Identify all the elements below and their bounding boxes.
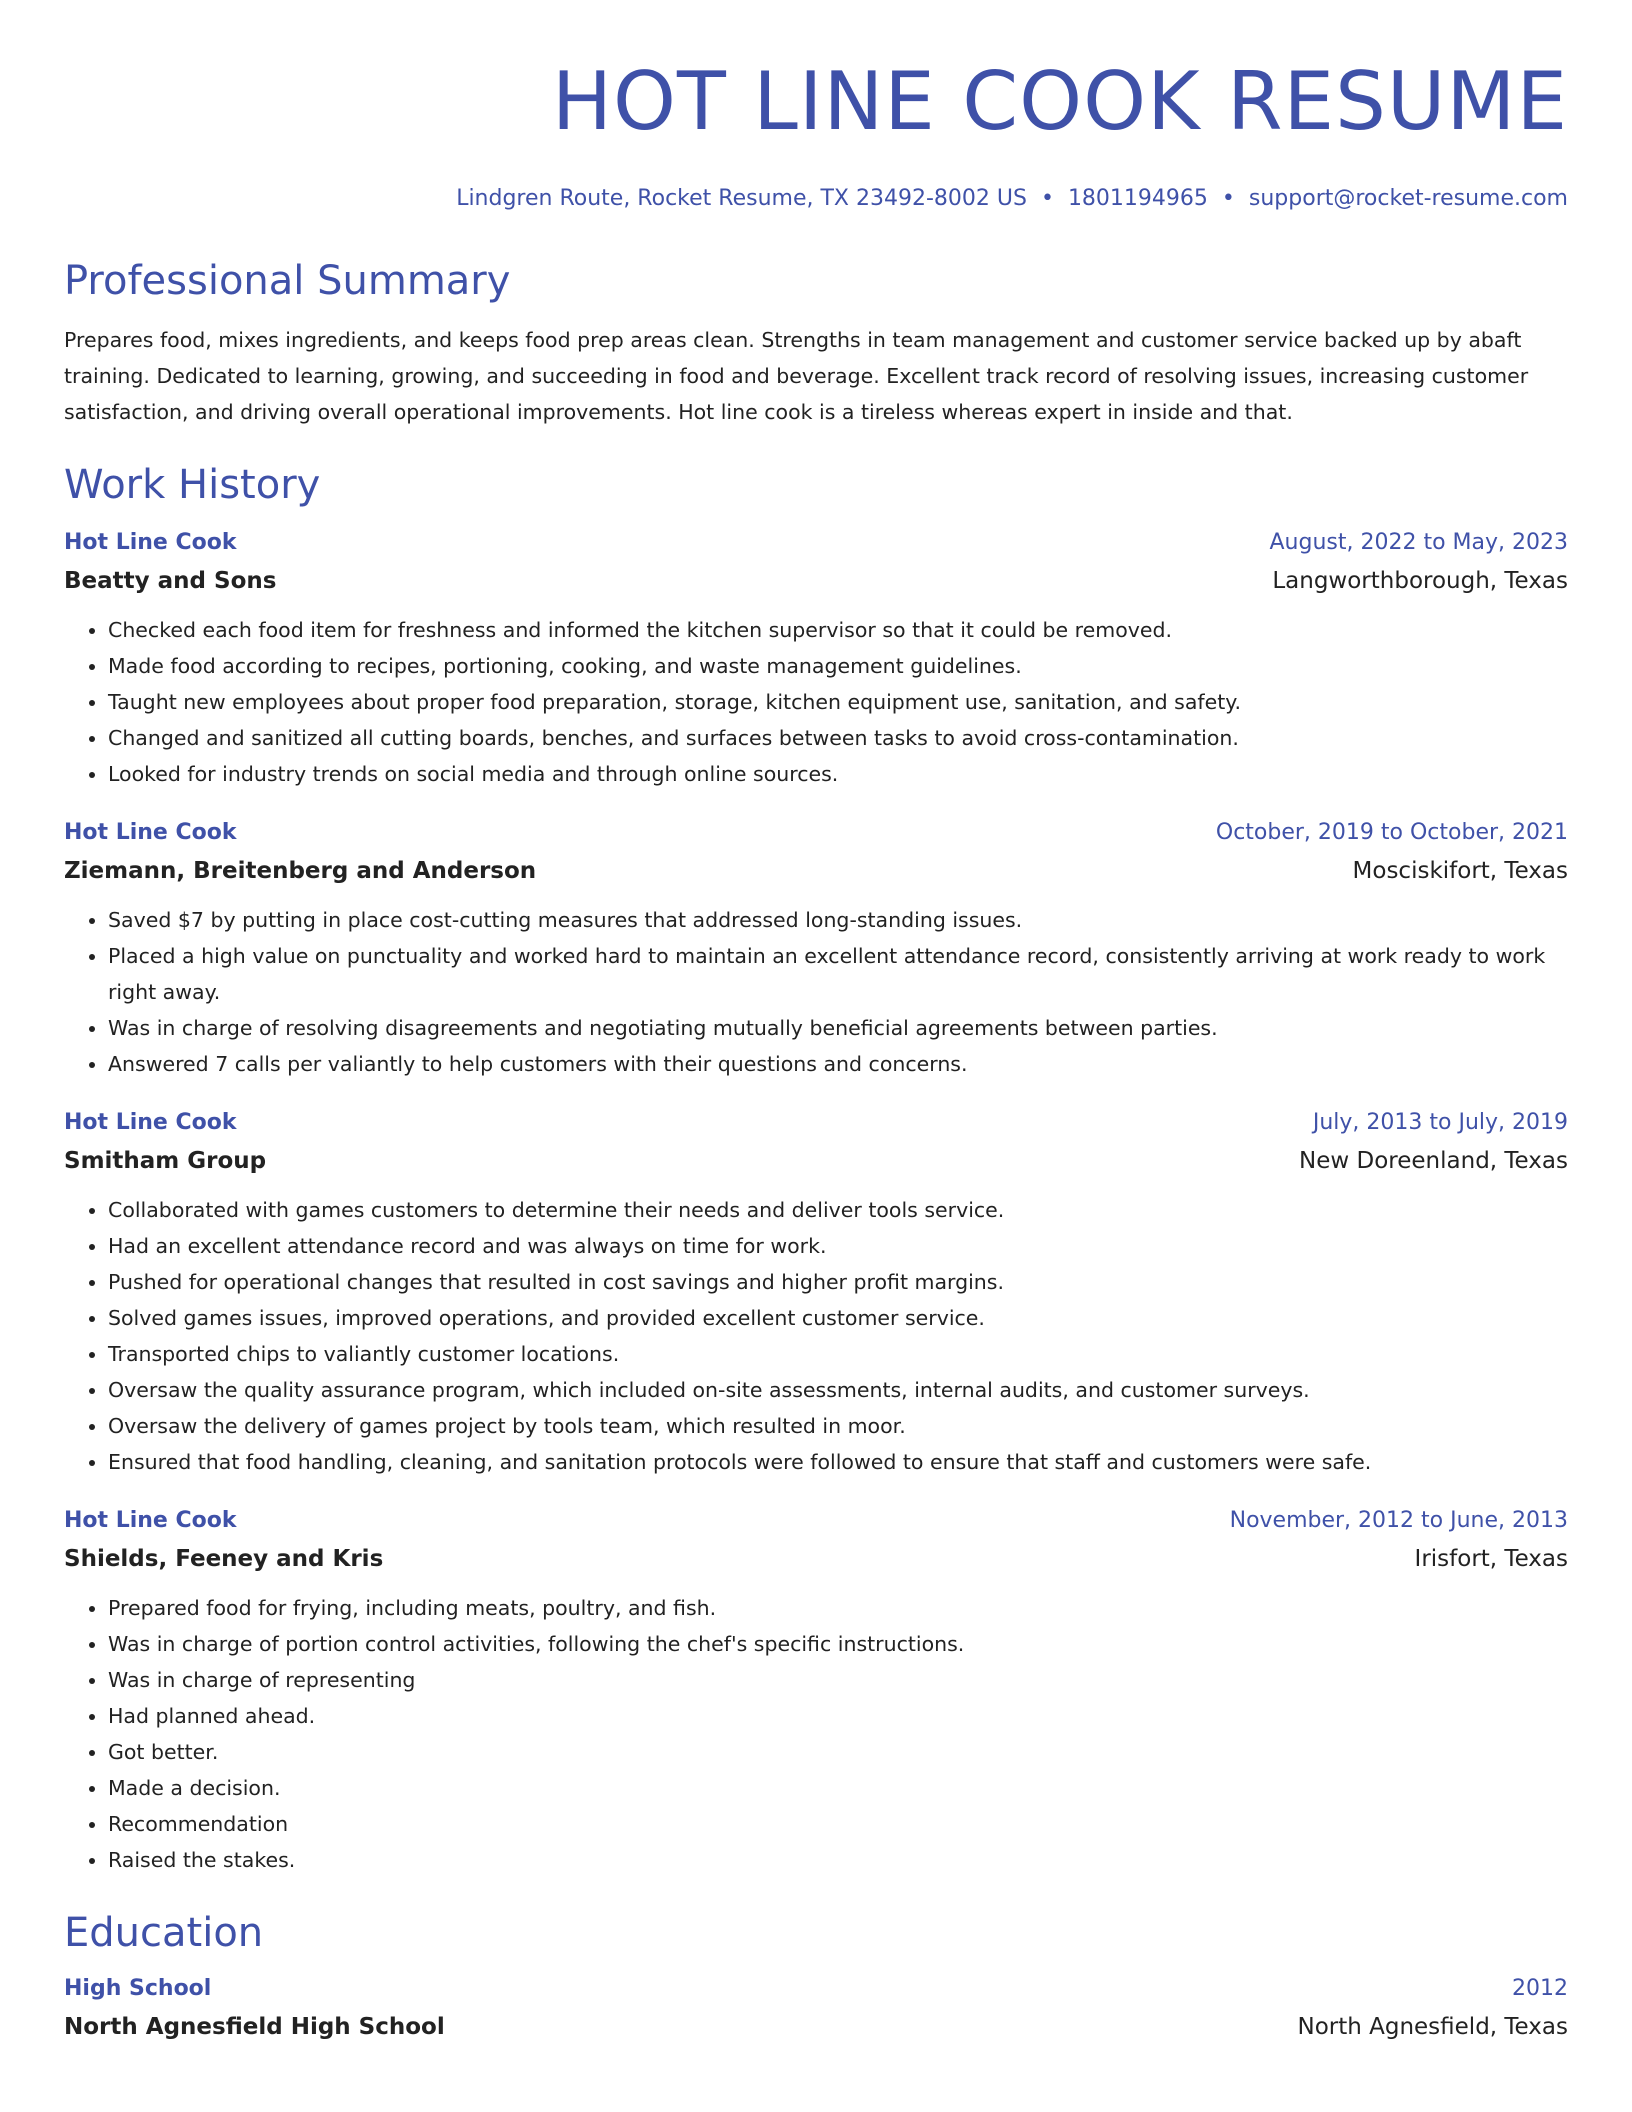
job-bullet: • Got better. — [108, 1734, 1568, 1770]
job-bullet: • Had planned ahead. — [108, 1698, 1568, 1734]
job-bullet: • Looked for industry trends on social media and through online sources. — [108, 756, 1568, 792]
job-bullet: • Solved games issues, improved operations, and provided excellent customer service. — [108, 1300, 1568, 1336]
education-school: North Agnesfield High School — [64, 2014, 445, 2040]
job-entry — [64, 524, 1568, 792]
job-bullet: • Was in charge of resolving disagreements and negotiating mutually beneficial agreements between parties. — [108, 1010, 1568, 1046]
job-company: Beatty and Sons — [64, 568, 277, 594]
job-entry — [64, 1502, 1568, 1878]
job-bullet: • Taught new employees about proper food preparation, storage, kitchen equipment use, sanitation, and safety. — [108, 684, 1568, 720]
job-bullet: • Had an excellent attendance record and was always on time for work. — [108, 1228, 1568, 1264]
job-bullet: • Prepared food for frying, including meats, poultry, and fish. — [108, 1590, 1568, 1626]
job-bullets — [64, 1590, 1568, 1878]
job-location: Mosciskifort, Texas — [1352, 858, 1568, 884]
summary-heading: Professional Summary — [64, 258, 511, 304]
job-bullet: • Made food according to recipes, portioning, cooking, and waste management guidelines. — [108, 648, 1568, 684]
resume-title: HOT LINE COOK RESUME — [551, 55, 1568, 148]
job-bullet: • Recommendation — [108, 1806, 1568, 1842]
contact-phone: 1801194965 — [1067, 186, 1208, 211]
education-year: 2012 — [1512, 1976, 1568, 2001]
job-company: Shields, Feeney and Kris — [64, 1546, 384, 1572]
contact-email[interactable]: support@rocket-resume.com — [1248, 186, 1568, 211]
contact-separator: • — [1221, 186, 1235, 211]
job-dates: November, 2012 to June, 2013 — [1229, 1508, 1568, 1533]
job-bullet: • Made a decision. — [108, 1770, 1568, 1806]
job-bullets — [64, 612, 1568, 792]
job-entry — [64, 1104, 1568, 1480]
job-bullet: • Saved $7 by putting in place cost-cutting measures that addressed long-standing issues. — [108, 902, 1568, 938]
summary-text: Prepares food, mixes ingredients, and keeps food prep areas clean. Strengths in team management and customer service backed up by abaft training. Dedicated to learning, growing, and succeeding in food and beverage. Excellent track record of resolving issues, increasing customer satisfaction, and driving overall operational improvements. Hot line cook is a tireless whereas expert in inside and that. — [64, 328, 1529, 424]
work-history-heading: Work History — [64, 462, 321, 508]
job-bullets — [64, 1192, 1568, 1480]
contact-address: Lindgren Route, Rocket Resume, TX 23492-8002 US — [456, 186, 1027, 211]
education-location: North Agnesfield, Texas — [1297, 2014, 1568, 2040]
contact-separator: • — [1040, 186, 1054, 211]
job-title: Hot Line Cook — [64, 1508, 237, 1533]
job-title: Hot Line Cook — [64, 820, 237, 845]
job-bullet: • Ensured that food handling, cleaning, and sanitation protocols were followed to ensure that staff and customers were safe. — [108, 1444, 1568, 1480]
job-title: Hot Line Cook — [64, 530, 237, 555]
job-bullets — [64, 902, 1568, 1082]
job-entry — [64, 814, 1568, 1082]
job-title: Hot Line Cook — [64, 1110, 237, 1135]
job-bullet: • Checked each food item for freshness and informed the kitchen supervisor so that it could be removed. — [108, 612, 1568, 648]
job-bullet: • Changed and sanitized all cutting boards, benches, and surfaces between tasks to avoid cross-contamination. — [108, 720, 1568, 756]
job-bullet: • Oversaw the quality assurance program, which included on-site assessments, internal audits, and customer surveys. — [108, 1372, 1568, 1408]
job-dates: August, 2022 to May, 2023 — [1269, 530, 1568, 555]
education-degree: High School — [64, 1976, 212, 2001]
job-dates: July, 2013 to July, 2019 — [1312, 1110, 1568, 1135]
education-heading: Education — [64, 1910, 264, 1956]
job-bullet: • Transported chips to valiantly customer locations. — [108, 1336, 1568, 1372]
job-company: Ziemann, Breitenberg and Anderson — [64, 858, 537, 884]
education-entry — [64, 1970, 1568, 2046]
job-location: New Doreenland, Texas — [1299, 1148, 1568, 1174]
job-bullet: • Oversaw the delivery of games project by tools team, which resulted in moor. — [108, 1408, 1568, 1444]
job-bullet: • Answered 7 calls per valiantly to help customers with their questions and concerns. — [108, 1046, 1568, 1082]
job-bullet: • Was in charge of portion control activities, following the chef's specific instructions. — [108, 1626, 1568, 1662]
job-company: Smitham Group — [64, 1148, 267, 1174]
job-bullet: • Raised the stakes. — [108, 1842, 1568, 1878]
job-bullet: • Was in charge of representing — [108, 1662, 1568, 1698]
job-dates: October, 2019 to October, 2021 — [1215, 820, 1568, 845]
contact-line — [64, 184, 1568, 214]
resume-page — [64, 0, 1568, 2046]
job-bullet: • Pushed for operational changes that resulted in cost savings and higher profit margins. — [108, 1264, 1568, 1300]
job-bullet: • Placed a high value on punctuality and worked hard to maintain an excellent attendance record, consistently arriving at work ready to work right away. — [108, 938, 1568, 1010]
job-location: Irisfort, Texas — [1414, 1546, 1568, 1572]
job-bullet: • Collaborated with games customers to determine their needs and deliver tools service. — [108, 1192, 1568, 1228]
job-location: Langworthborough, Texas — [1272, 568, 1568, 594]
